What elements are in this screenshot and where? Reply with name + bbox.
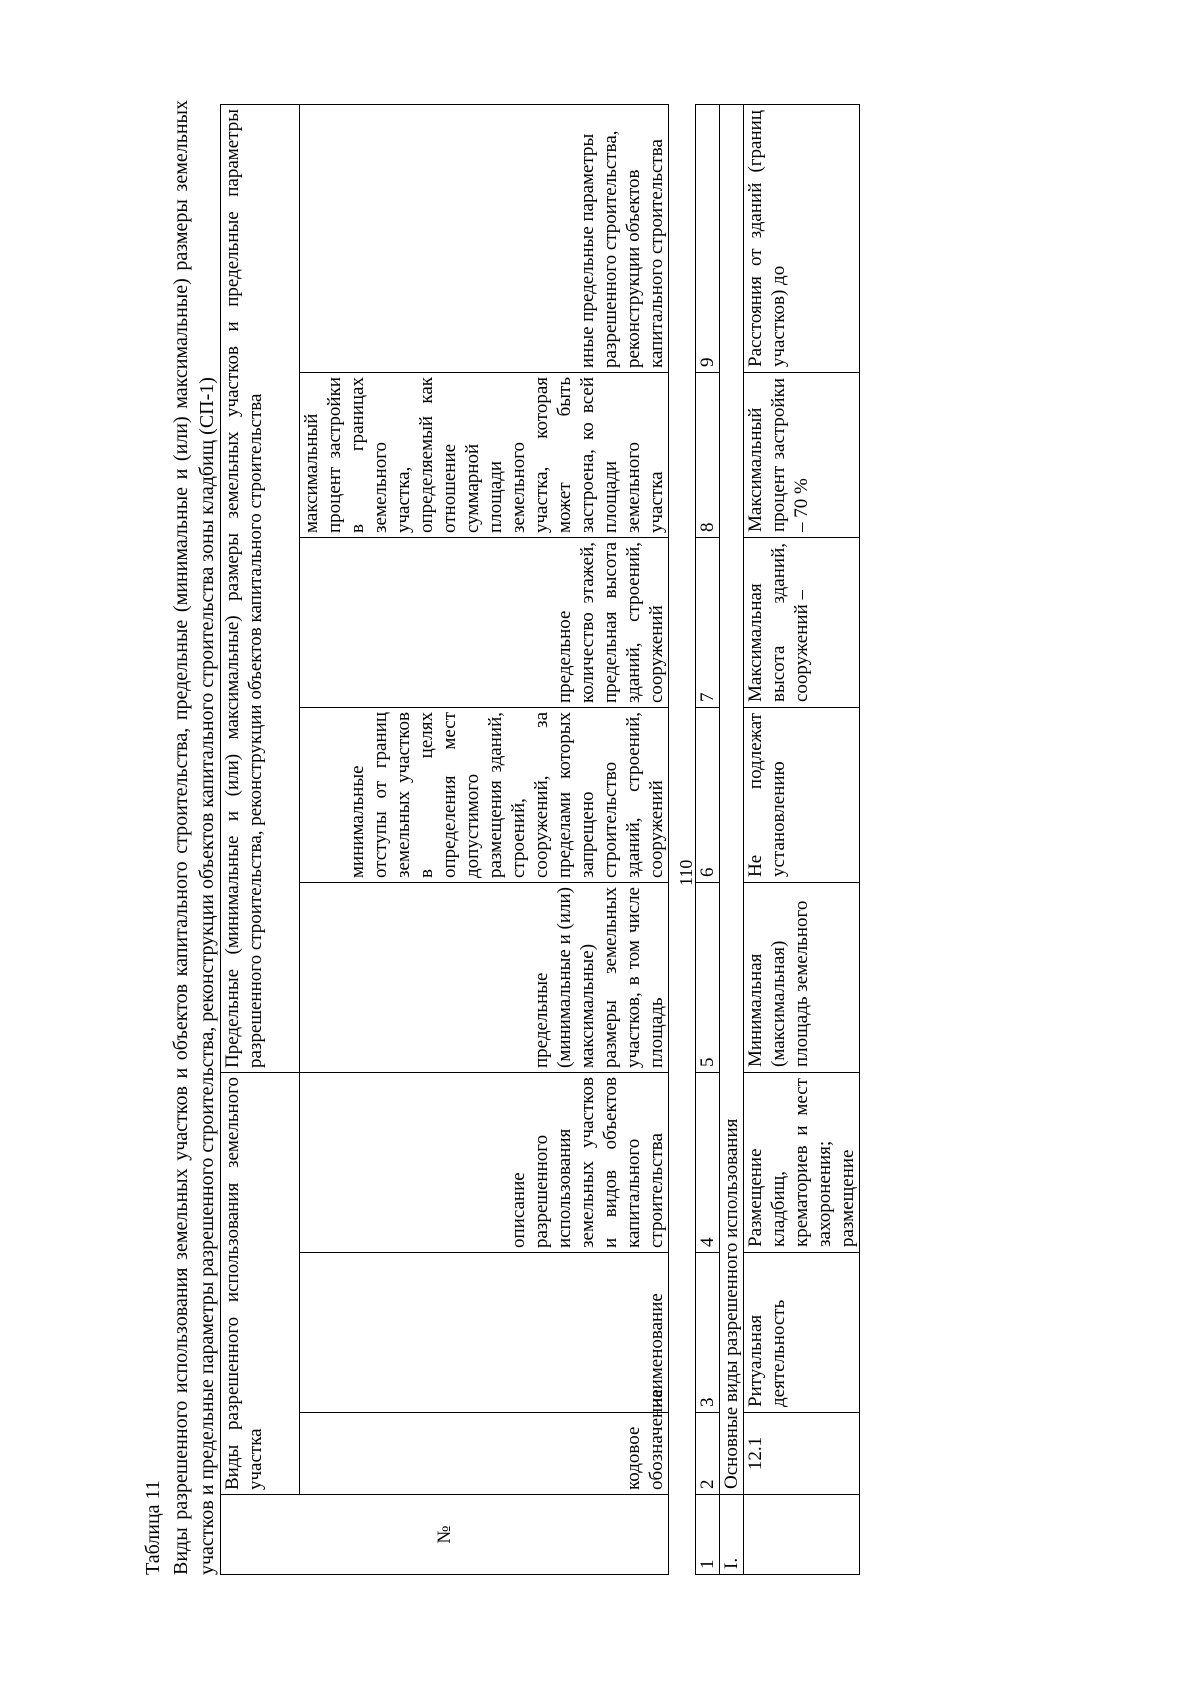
column-number: 4 [696, 1073, 720, 1253]
table-caption: Виды разрешенного использования земельных участков и объектов капитального строительства, предельные (минимальные и (или) максимальные) размеры земельных участков и предельные параметры разрешенного строительства, реконструкции объектов капитального строительства зоны кладбищ (СП-1) [170, 100, 218, 1575]
section-title: Основные виды разрешенного использования [720, 105, 744, 1495]
row-coverage: Максимальный процент застройки – 70 % [744, 373, 860, 538]
column-number: 9 [696, 105, 720, 373]
header-sizes: предельные (минимальные и (или) максимальные) размеры земельных участков, в том числе площадь [300, 883, 669, 1073]
row-description: Размещение кладбищ, крематориев и мест захоронения; размещение [744, 1073, 860, 1253]
table-header [220, 104, 669, 1575]
header-group-permitted-use: Виды разрешенного использования земельного участка [221, 1073, 300, 1495]
page-number: 110 [676, 859, 696, 886]
section-number: I. [720, 1495, 744, 1575]
column-number: 3 [696, 1253, 720, 1413]
column-number: 7 [696, 538, 720, 708]
row-name: Ритуальная деятельность [744, 1253, 860, 1413]
table-label: Таблица 11 [142, 1480, 164, 1575]
header-description: описание разрешенного использования земельных участков и видов объектов капитального строительства [300, 1073, 669, 1253]
header-number: № [221, 1495, 669, 1575]
header-group-parameters: Предельные (минимальные и (или) максимальные) размеры земельных участков и предельные параметры разрешенного строительства, реконструкции объектов капитального строительства [221, 104, 300, 1072]
column-number: 1 [696, 1495, 720, 1575]
row-code: 12.1 [744, 1413, 860, 1495]
header-setbacks: минимальные отступы от границ земельных участков в целях определения мест допустимого размещения зданий, строений, сооружений, за пределами которых запрещено строительство зданий, строений, сооружений [300, 708, 669, 883]
rotated-page-content [140, 100, 1070, 1575]
table-body [695, 104, 860, 1575]
header-floors: предельное количество этажей, предельная высота зданий, строений, сооружений [300, 538, 669, 708]
row-floors: Максимальная высота зданий, сооружений – [744, 538, 860, 708]
column-number: 8 [696, 373, 720, 538]
column-number: 5 [696, 883, 720, 1073]
row-sizes: Минимальная (максимальная) площадь земельного [744, 883, 860, 1073]
section-row [720, 105, 744, 1575]
header-other: иные предельные параметры разрешенного строительства, реконструкции объектов капитального строительства [300, 104, 669, 372]
row-number-cell [744, 1495, 860, 1575]
header-name: наименование [300, 1253, 669, 1413]
row-setbacks: Не подлежат установлению [744, 708, 860, 883]
column-number: 2 [696, 1413, 720, 1495]
header-coverage: максимальный процент застройки в границах земельного участка, определяемый как отношение суммарной площади земельного участка, которая может быть застроена, ко всей площади земельного участка [300, 373, 669, 538]
column-number-row [696, 105, 720, 1575]
table-row [744, 105, 860, 1575]
header-code: кодовое обозначение [300, 1413, 669, 1495]
column-number: 6 [696, 708, 720, 883]
row-other: Расстояния от зданий (границ участков) до [744, 105, 860, 373]
